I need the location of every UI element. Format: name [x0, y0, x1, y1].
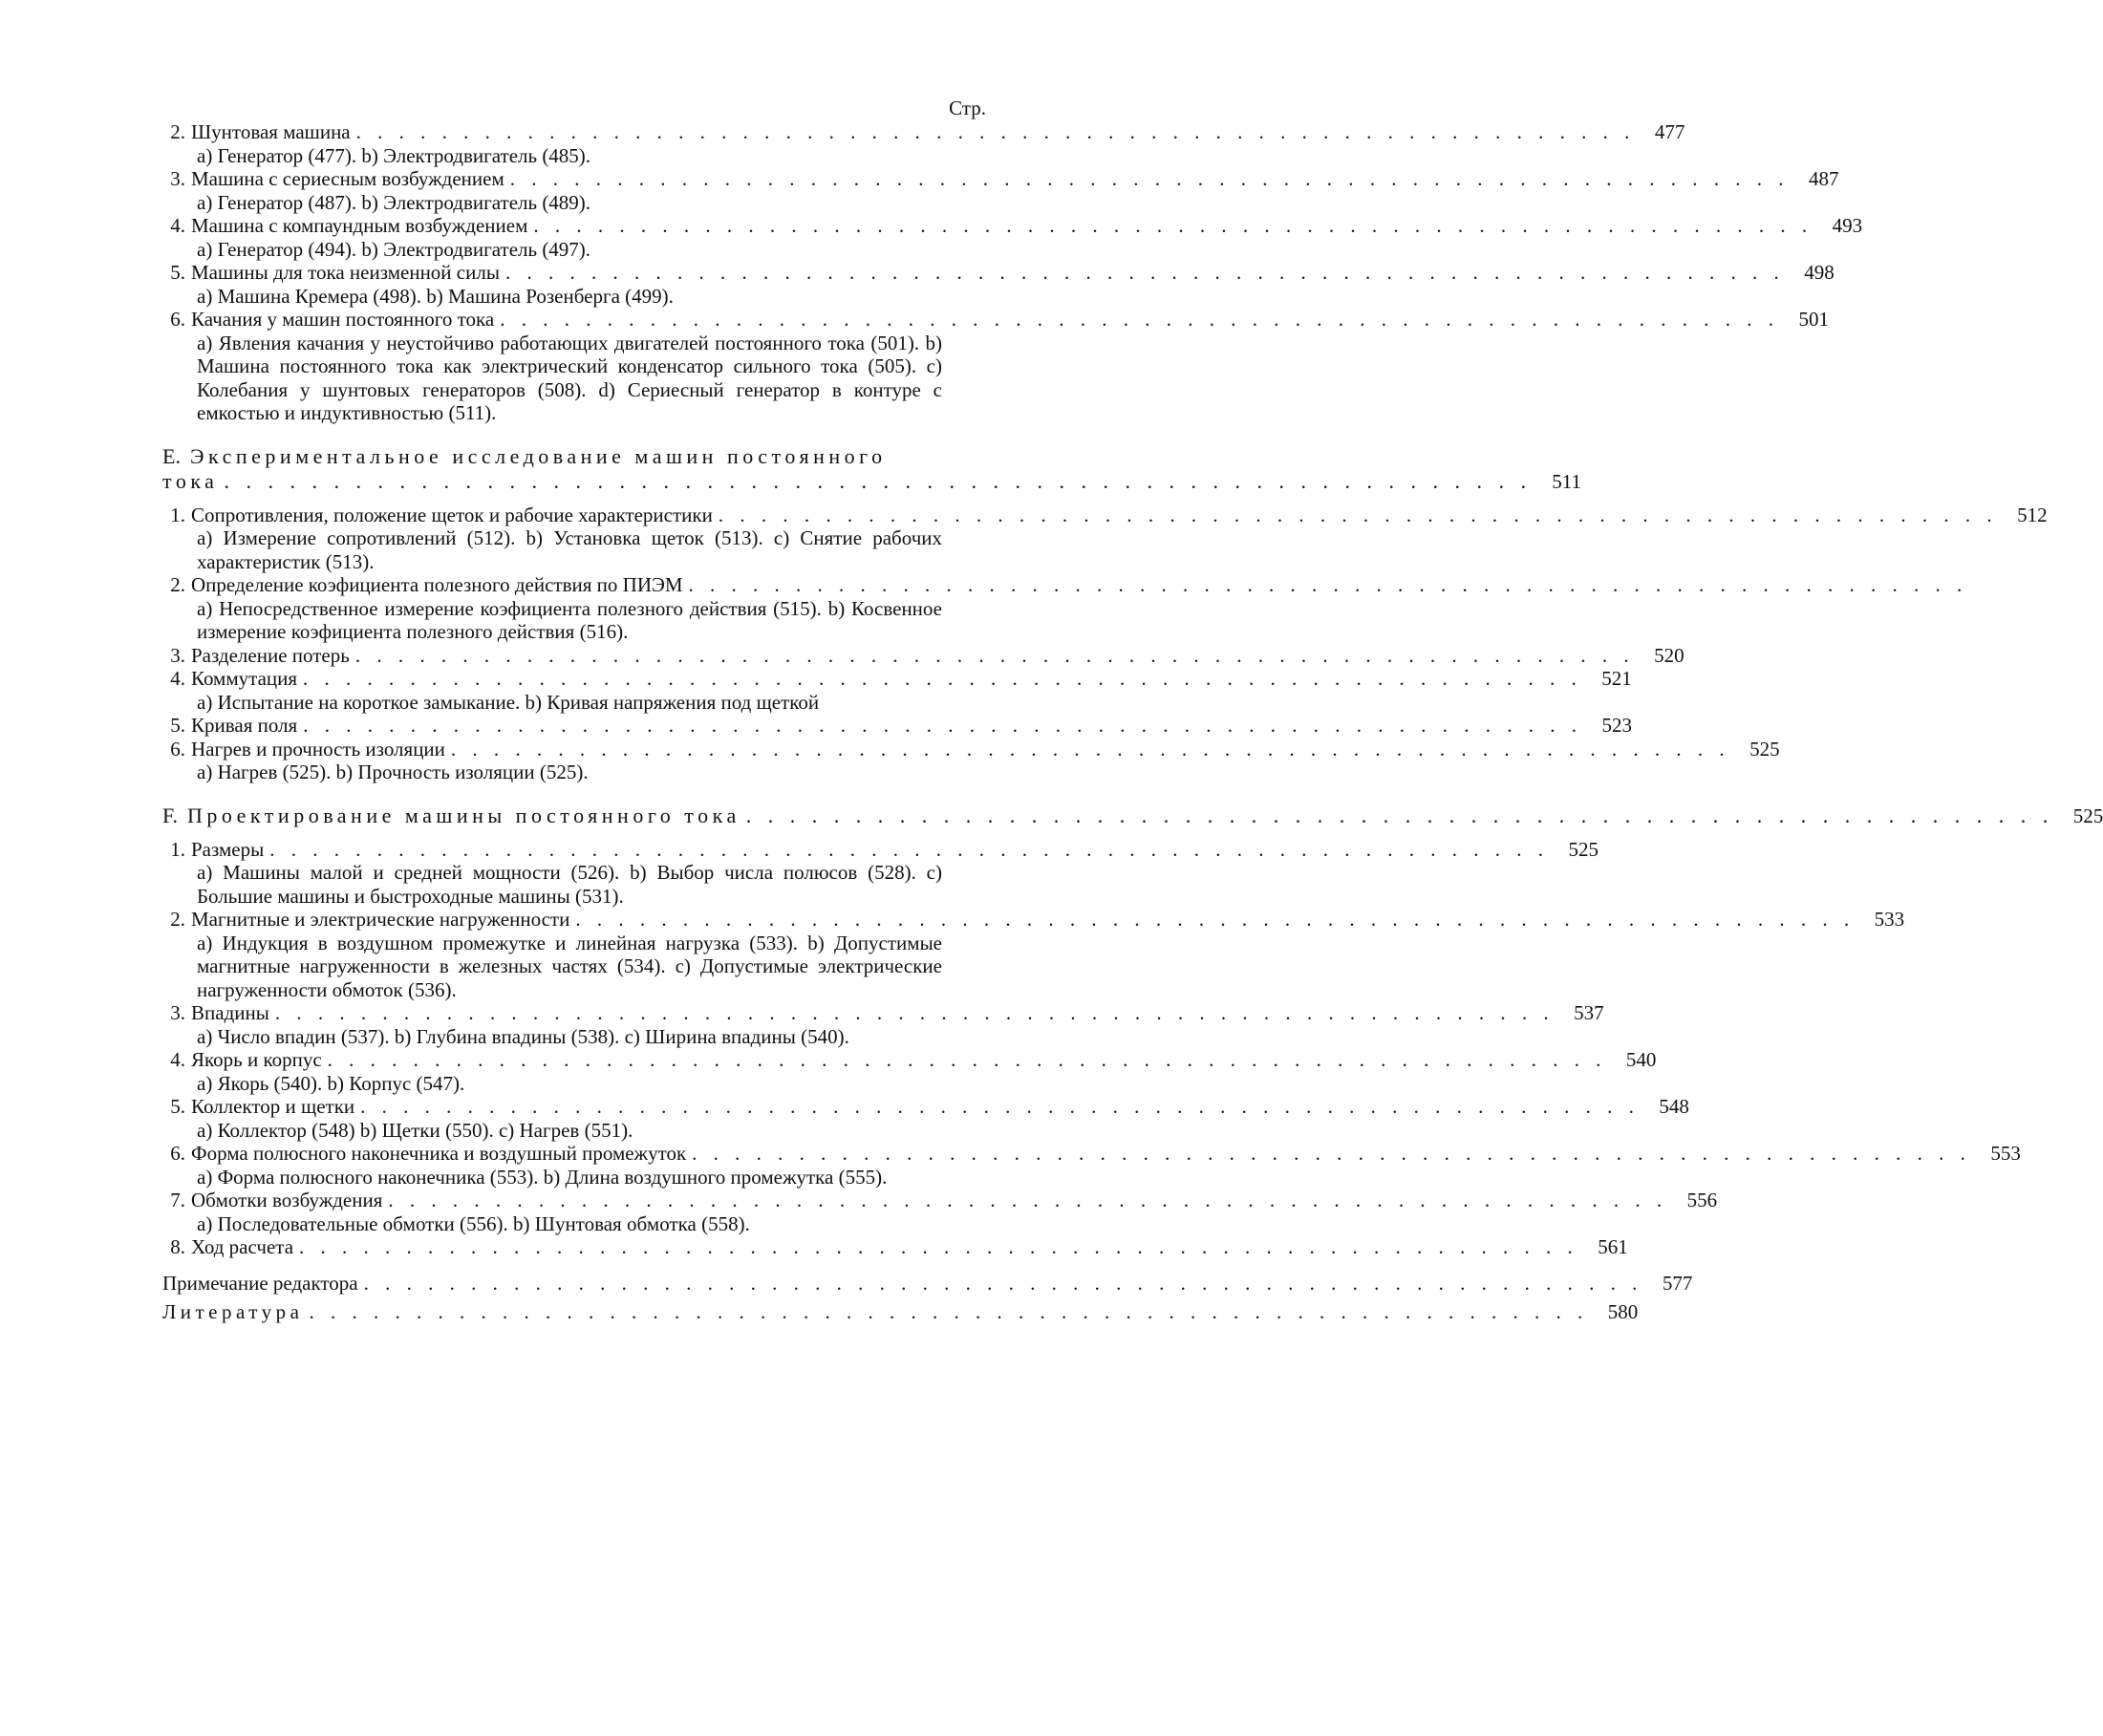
entry-title: Обмотки возбуждения: [191, 1189, 383, 1211]
toc-entry: [162, 503, 2048, 527]
toc-entry: [162, 1001, 1604, 1025]
toc-section-f: [162, 803, 2103, 1259]
entry-page: 537: [1574, 1001, 1604, 1024]
entry-title: Форма полюсного наконечника и воздушный промежуток: [191, 1142, 687, 1165]
entry-number: 4.: [170, 667, 185, 690]
entry-number: 3.: [170, 167, 185, 190]
toc-entry: [162, 1048, 1657, 1072]
dot-leader: . . . . . . . . . . . . . . . . . . . . . . . . . . . . . . . . . . . . . . . . . . . . . . . . . . . . . . . . . . . .: [299, 1235, 1578, 1258]
toc-end-items: [162, 1269, 1693, 1326]
entry-page: 477: [1654, 120, 1685, 143]
entry-subitems: a) Непосредственное измерение коэфициента полезного действия (515). b) Косвенное измерение коэфициента полезного действия (516).: [197, 596, 942, 643]
dot-leader: . . . . . . . . . . . . . . . . . . . . . . . . . . . . . . . . . . . . . . . . . . . . . . . . . . . . . . . . . . . .: [360, 1095, 1640, 1118]
entry-subitems: a) Машина Кремера (498). b) Машина Розенберга (499).: [197, 284, 674, 308]
entry-number: 2.: [170, 120, 185, 143]
entry-title: Машина с компаундным возбуждением: [191, 214, 528, 237]
dot-leader: . . . . . . . . . . . . . . . . . . . . . . . . . . . . . . . . . . . . . . . . . . . . . . . . . . . . . . . . . . . .: [303, 714, 1582, 737]
toc-entry: [162, 1297, 1639, 1326]
toc-entry: [162, 308, 1830, 332]
entry-subitems: a) Якорь (540). b) Корпус (547).: [197, 1071, 465, 1095]
entry-title: Сопротивления, положение щеток и рабочие характеристики: [191, 503, 713, 526]
entry-subitems: a) Машины малой и средней мощности (526). b) Выбор числа полюсов (528). c) Большие машины и быстроходные машины (531).: [197, 861, 942, 908]
entry-title: Размеры: [191, 837, 265, 861]
entry-title: Ход расчета: [191, 1235, 294, 1258]
entry-page: 533: [1874, 908, 1905, 931]
entry-number: 2.: [170, 573, 185, 596]
entry-subitems: a) Нагрев (525). b) Прочность изоляции (525).: [197, 761, 589, 783]
entry-page: 487: [1809, 167, 1839, 190]
entry-page: 512: [2017, 503, 2048, 526]
entry-number: 3.: [170, 1001, 185, 1024]
toc-entry: [162, 1142, 2021, 1166]
entry-page: 540: [1625, 1048, 1657, 1071]
entry-title: Машина с сериесным возбуждением: [191, 167, 504, 190]
entry-number: 6.: [170, 308, 185, 331]
section-title-line1: Экспериментальное исследование машин постоянного: [189, 443, 887, 468]
entry-subitems: a) Явления качания у неустойчиво работающих двигателей постоянного тока (501). b) Машина постоянного тока как электрический конденсатор сильного тока (505). c) Колебания у шунтовых генераторов (508). d) Сериесный генератор в контуре с емкостью и индуктивностью (511).: [197, 331, 942, 424]
entry-title: Кривая поля: [191, 714, 298, 737]
entry-page: 498: [1804, 261, 1835, 284]
section-page: 525: [2072, 804, 2103, 827]
toc-entry: [162, 120, 1685, 144]
toc-entry: [162, 643, 1685, 668]
section-letter: E.: [162, 443, 181, 468]
section-title: Проектирование машины постоянного тока: [186, 803, 740, 827]
dot-leader: . . . . . . . . . . . . . . . . . . . . . . . . . . . . . . . . . . . . . . . . . . . . . . . . . . . . . . . . . . . .: [363, 1271, 1643, 1295]
entry-page: 548: [1659, 1095, 1689, 1118]
toc-entry: [162, 573, 1968, 597]
entry-subitems: a) Индукция в воздушном промежутке и линейная нагрузка (533). b) Допустимые магнитные нагруженности в железных частях (534). c) Допустимые электрические нагруженности обмоток (536).: [197, 931, 942, 1001]
entry-subitems: a) Коллектор (548) b) Щетки (550). c) Нагрев (551).: [197, 1118, 633, 1142]
toc-entry: [162, 214, 1863, 238]
entry-title: Коллектор и щетки: [191, 1095, 355, 1118]
entry-title: Качания у машин постоянного тока: [191, 308, 495, 331]
entry-title: Якорь и корпус: [191, 1048, 322, 1071]
toc-group-top: [162, 120, 1863, 425]
toc-entry: [162, 261, 1835, 285]
entry-subitems: a) Генератор (494). b) Электродвигатель (497).: [197, 237, 591, 261]
page-column-label: Стр.: [949, 96, 986, 119]
entry-number: 8.: [170, 1235, 185, 1258]
dot-leader: . . . . . . . . . . . . . . . . . . . . . . . . . . . . . . . . . . . . . . . . . . . . . . . . . . . . . . . . . . . .: [303, 667, 1582, 690]
entry-number: 2.: [170, 908, 185, 931]
dot-leader: . . . . . . . . . . . . . . . . . . . . . . . . . . . . . . . . . . . . . . . . . . . . . . . . . . . . . . . . . . . .: [533, 214, 1813, 237]
section-heading: [162, 444, 986, 469]
toc-entry: [162, 167, 1839, 191]
entry-page: 561: [1598, 1235, 1628, 1258]
entry-page: 553: [1990, 1142, 2021, 1165]
dot-leader: . . . . . . . . . . . . . . . . . . . . . . . . . . . . . . . . . . . . . . . . . . . . . . . . . . . . . . . . . . . .: [500, 308, 1780, 331]
entry-title: Магнитные и электрические нагруженности: [191, 908, 570, 931]
toc-entry: [162, 667, 1632, 691]
entry-page: 525: [1568, 837, 1599, 861]
section-page: 511: [1552, 469, 1581, 493]
section-title-line2: тока: [162, 468, 219, 493]
dot-leader: . . . . . . . . . . . . . . . . . . . . . . . . . . . . . . . . . . . . . . . . . . . . . . . . . . . . . . . . . . . .: [718, 503, 1998, 526]
entry-page: 521: [1601, 667, 1632, 690]
dot-leader: . . . . . . . . . . . . . . . . . . . . . . . . . . . . . . . . . . . . . . . . . . . . . . . . . . . . . . . . . . . .: [355, 120, 1636, 143]
dot-leader: . . . . . . . . . . . . . . . . . . . . . . . . . . . . . . . . . . . . . . . . . . . . . . . . . . . . . . . . . . . .: [575, 908, 1856, 931]
toc-entry: [162, 837, 1599, 862]
toc-entry: [162, 714, 1632, 738]
dot-leader: . . . . . . . . . . . . . . . . . . . . . . . . . . . . . . . . . . . . . . . . . . . . . . . . . . . . . . . . . . . .: [269, 837, 1549, 861]
section-letter: F.: [162, 803, 178, 827]
section-heading-line2: [162, 468, 1581, 494]
dot-leader: . . . . . . . . . . . . . . . . . . . . . . . . . . . . . . . . . . . . . . . . . . . . . . . . . . . . . . . . . . . .: [224, 468, 1532, 493]
entry-number: 6.: [170, 737, 185, 761]
toc-section-e: [162, 443, 2048, 784]
entry-title: Машины для тока неизменной силы: [191, 261, 500, 284]
entry-page: 556: [1686, 1189, 1718, 1211]
entry-title: Литература: [162, 1299, 304, 1323]
dot-leader: . . . . . . . . . . . . . . . . . . . . . . . . . . . . . . . . . . . . . . . . . . . . . . . . . . . . . . . . . . . .: [274, 1001, 1555, 1024]
dot-leader: . . . . . . . . . . . . . . . . . . . . . . . . . . . . . . . . . . . . . . . . . . . . . . . . . . . . . . . . . . . .: [504, 261, 1785, 284]
toc-entry: [162, 1095, 1689, 1119]
toc-entry: [162, 737, 1780, 761]
entry-page: 501: [1798, 308, 1830, 331]
dot-leader: . . . . . . . . . . . . . . . . . . . . . . . . . . . . . . . . . . . . . . . . . . . . . . . . . . . . . . . . . . . .: [450, 737, 1730, 761]
toc-entry: [162, 1235, 1628, 1259]
entry-subitems: a) Измерение сопротивлений (512). b) Установка щеток (513). c) Снятие рабочих характеристик (513).: [197, 526, 942, 573]
dot-leader: . . . . . . . . . . . . . . . . . . . . . . . . . . . . . . . . . . . . . . . . . . . . . . . . . . . . . . . . . . . .: [688, 573, 1968, 596]
table-of-contents: [162, 96, 2103, 1326]
entry-page: 525: [1749, 737, 1780, 761]
entry-subitems: a) Генератор (477). b) Электродвигатель (485).: [197, 143, 591, 167]
entry-subitems: a) Генератор (487). b) Электродвигатель (489).: [197, 190, 591, 214]
dot-leader: . . . . . . . . . . . . . . . . . . . . . . . . . . . . . . . . . . . . . . . . . . . . . . . . . . . . . . . . . . . .: [692, 1142, 1971, 1165]
entry-number: 4.: [170, 1048, 185, 1071]
entry-title: Коммутация: [191, 667, 298, 690]
entry-title: Разделение потерь: [191, 643, 350, 667]
toc-entry: [162, 908, 1905, 932]
entry-number: 5.: [170, 714, 185, 737]
dot-leader: . . . . . . . . . . . . . . . . . . . . . . . . . . . . . . . . . . . . . . . . . . . . . . . . . . . . . . . . . . . .: [327, 1048, 1607, 1071]
entry-number: 5.: [170, 261, 185, 284]
toc-entry: [162, 1189, 1718, 1212]
entry-subitems: a) Испытание на короткое замыкание. b) Кривая напряжения под щеткой: [197, 690, 820, 714]
dot-leader: . . . . . . . . . . . . . . . . . . . . . . . . . . . . . . . . . . . . . . . . . . . . . . . . . . . . . . . . . . . .: [509, 167, 1790, 190]
entry-page: 520: [1654, 643, 1685, 667]
entry-title: Определение коэфициента полезного действия по ПИЭМ: [191, 573, 683, 596]
entry-number: 6.: [170, 1142, 185, 1165]
entry-subitems: a) Последовательные обмотки (556). b) Шунтовая обмотка (558).: [197, 1211, 750, 1235]
entry-number: 5.: [170, 1095, 185, 1118]
entry-title: Нагрев и прочность изоляции: [191, 737, 445, 761]
entry-number: 1.: [170, 503, 185, 526]
entry-page: 493: [1832, 214, 1863, 237]
entry-title: Шунтовая машина: [191, 120, 351, 143]
dot-leader: . . . . . . . . . . . . . . . . . . . . . . . . . . . . . . . . . . . . . . . . . . . . . . . . . . . . . . . . . . . .: [745, 803, 2054, 827]
section-heading: [162, 803, 2103, 828]
entry-page: 523: [1601, 714, 1632, 737]
dot-leader: . . . . . . . . . . . . . . . . . . . . . . . . . . . . . . . . . . . . . . . . . . . . . . . . . . . . . . . . . . . .: [309, 1299, 1589, 1323]
entry-page: 577: [1662, 1271, 1693, 1295]
entry-number: 4.: [170, 214, 185, 237]
entry-subitems: a) Число впадин (537). b) Глубина впадины (538). c) Ширина впадины (540).: [197, 1024, 849, 1048]
entry-number: 1.: [170, 837, 185, 861]
toc-entry: [162, 1269, 1693, 1297]
entry-subitems: a) Форма полюсного наконечника (553). b) Длина воздушного промежутка (555).: [197, 1165, 888, 1189]
entry-title: Впадины: [191, 1001, 269, 1024]
dot-leader: . . . . . . . . . . . . . . . . . . . . . . . . . . . . . . . . . . . . . . . . . . . . . . . . . . . . . . . . . . . .: [388, 1189, 1668, 1211]
entry-number: 3.: [170, 643, 185, 667]
dot-leader: . . . . . . . . . . . . . . . . . . . . . . . . . . . . . . . . . . . . . . . . . . . . . . . . . . . . . . . . . . . .: [354, 643, 1635, 667]
entry-title: Примечание редактора: [162, 1271, 358, 1295]
entry-page: 580: [1607, 1299, 1639, 1323]
entry-number: 7.: [170, 1189, 185, 1211]
